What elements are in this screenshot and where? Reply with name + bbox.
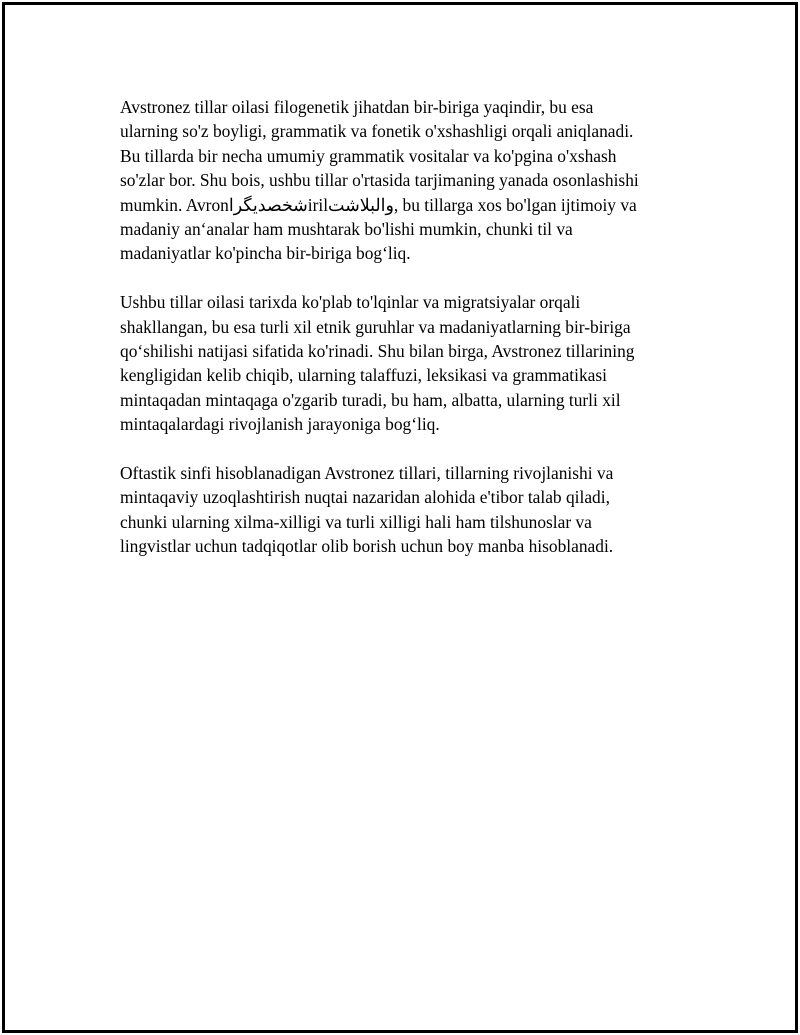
paragraph-2: Ushbu tillar oilasi tarixda ko'plab to'lqinlar va migratsiyalar orqali shakllangan, bu esa turli xil etnik guruhlar va madaniyatlarning bir-biriga qo‘shilishi natijasi sifatida ko'rinadi. Shu bilan birga, Avstronez tillarining kengligidan kelib chiqib, ularning talaffuzi, leksikasi va grammatikasi mintaqadan mintaqaga o'zgarib turadi, bu ham, albatta, ularning turli xil mintaqalardagi rivojlanish jarayoniga bog‘liq.: [120, 292, 635, 435]
paragraph-3: Oftastik sinfi hisoblanadigan Avstronez tillari, tillarning rivojlanishi va mintaqaviy uzoqlashtirish nuqtai nazaridan alohida e'tibor talab qiladi, chunki ularning xilma-xilligi va turli xilligi hali ham tilshunoslar va lingvistlar uchun tadqiqotlar olib borish uchun boy manba hisoblanadi.: [120, 463, 614, 557]
page-frame: [2, 2, 798, 1033]
paragraph-1: Avstronez tillar oilasi filogenetik jihatdan bir-biriga yaqindir, bu esa ularning so'z boyligi, grammatik va fonetik o'xshashligi orqali aniqlanadi. Bu tillarda bir necha umumiy grammatik vositalar va ko'pgina o'xshash so'zlar bor. Shu bois, ushbu tillar o'rtasida tarjimaning yanada osonlashishi mumkin. Avronشخصدیگراirilوالبلاشت, bu tillarga xos bo'lgan ijtimoiy va madaniy an‘analar ham mushtarak bo'lishi mumkin, chunki til va madaniyatlar ko'pincha bir-biriga bog‘liq.: [120, 97, 639, 264]
document-body: [120, 95, 680, 583]
